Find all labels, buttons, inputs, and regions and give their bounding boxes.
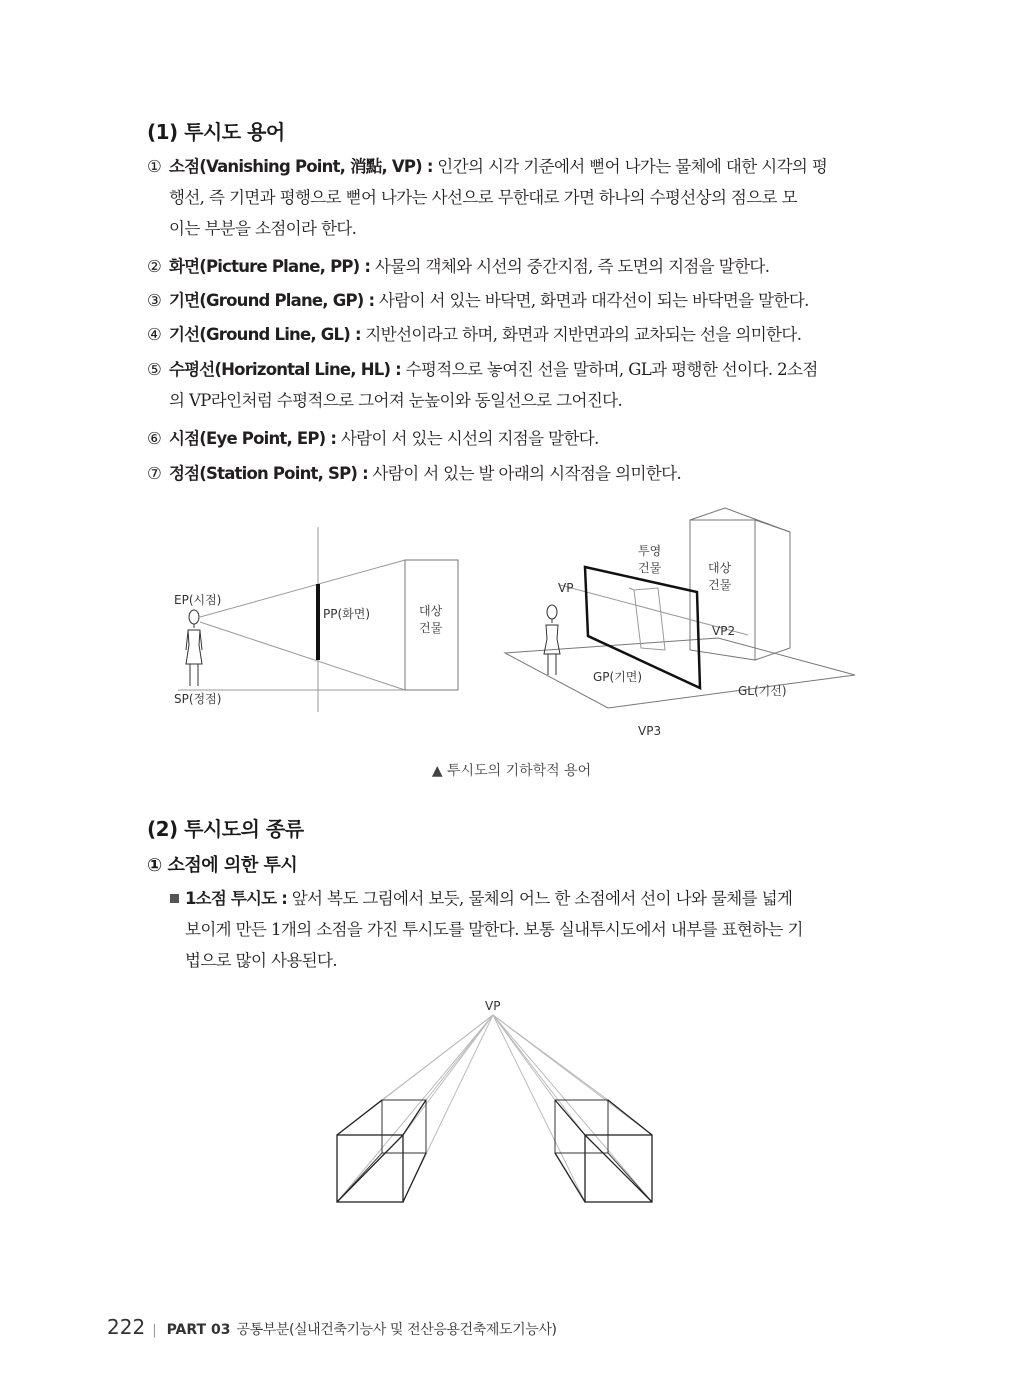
item-text: 수평적으로 놓여진 선을 말하며, GL과 평행한 선이다. 2소점 [400,360,818,379]
item-number: ② [147,257,162,276]
figure-caption: ▲ 투시도의 기하학적 용어 [431,763,592,779]
term-item-gl [147,319,867,350]
projected-building [634,588,665,650]
item-text: 의 VP라인처럼 수평적으로 그어져 눈높이와 동일선으로 그어진다. [169,391,623,410]
item-term: 기면(Ground Plane, GP) : [169,291,375,310]
vp2-label: VP2 [712,624,736,638]
term-item-pp [147,251,867,282]
gp-label: GP(기면) [593,670,643,684]
gl-label: GL(기선) [738,684,787,698]
item-text: 행선, 즉 기면과 평행으로 뻗어 나가는 사선으로 무한대로 가면 하나의 수평선상의 점으로 모 [169,188,797,207]
item-text: 법으로 많이 사용된다. [185,951,337,970]
item-number: ⑦ [147,464,162,483]
pp-label: PP(화면) [323,607,371,621]
subsection-title: ① 소점에 의한 투시 [147,855,298,876]
item-text: 사람이 서 있는 발 아래의 시작점을 의미한다. [367,464,682,483]
building-label-1: 대상 [419,604,443,618]
item-text: 지반선이라고 하며, 화면과 지반면과의 교차되는 선을 의미한다. [360,325,802,344]
projected-building-label-1: 투영 [638,544,662,558]
building-label-2: 건물 [419,621,443,635]
page-number: 222 [107,1315,146,1339]
projected-building-label-2: 건물 [638,561,662,575]
projection-lines [337,1015,652,1202]
item-text: 사물의 객체와 시선의 중간지점, 즉 도면의 지점을 말한다. [370,257,770,276]
vp-label: VP [558,581,574,595]
ep-label: EP(시점) [174,593,222,607]
item-text: 앞서 복도 그림에서 보듯, 물체의 어느 한 소점에서 선이 나와 물체를 넓게 [287,889,793,908]
sight-line-upper [200,560,405,617]
sight-line-lower [200,622,405,690]
side-view-diagram [178,527,458,712]
item-term: 1소점 투시도 : [185,889,288,908]
item-term: 정점(Station Point, SP) : [169,464,368,483]
item-text: 보이게 만든 1개의 소점을 가진 투시도를 말한다. 보통 실내투시도에서 내부를 표현하는 기 [185,920,803,939]
item-text: 인간의 시각 기준에서 뻗어 나가는 물체에 대한 시각의 평 [432,157,828,176]
perspective-view-diagram [505,508,855,708]
item-term: 수평선(Horizontal Line, HL) : [169,360,401,379]
item-number: ④ [147,325,162,344]
item-term: 시점(Eye Point, EP) : [169,429,337,448]
footer-description: 공통부분(실내건축기능사 및 전산응용건축제도기능사) [236,1322,557,1338]
term-item-hl [147,354,867,416]
footer-divider: | [152,1323,157,1338]
one-point-perspective-figure [0,990,1023,1220]
page-footer [107,1315,557,1339]
vp3-label: VP3 [638,724,662,738]
tall-building-side [755,520,790,660]
sp-label: SP(정점) [174,692,222,706]
target-building-label-1: 대상 [708,561,732,575]
term-item-gp [147,285,867,316]
item-number: ⑥ [147,429,162,448]
square-bullet-icon [170,894,179,903]
item-text: 사람이 서 있는 시선의 지점을 말한다. [336,429,599,448]
item-number: ⑤ [147,360,162,379]
term-item-sp [147,458,867,489]
section-2-title: (2) 투시도의 종류 [147,817,304,841]
term-item-ep [147,423,867,454]
ground-plane [505,638,855,708]
term-item-vp [147,151,867,244]
one-point-perspective-item [170,883,867,976]
item-term: 기선(Ground Line, GL) : [169,325,361,344]
item-text: 이는 부분을 소점이라 한다. [169,219,357,238]
item-term: 소점(Vanishing Point, 消點, VP) : [169,157,433,176]
person-figure-right [544,605,560,675]
item-number: ① [147,157,162,176]
person-figure [186,610,202,686]
vp-label: VP [485,999,501,1013]
footer-part: PART 03 [166,1322,231,1338]
target-building-label-2: 건물 [708,578,732,592]
perspective-terms-figure [0,500,1023,750]
section-1-title: (1) 투시도 용어 [147,120,285,144]
item-number: ③ [147,291,162,310]
item-term: 화면(Picture Plane, PP) : [169,257,371,276]
item-text: 사람이 서 있는 바닥면, 화면과 대각선이 되는 바닥면을 말한다. [374,291,809,310]
